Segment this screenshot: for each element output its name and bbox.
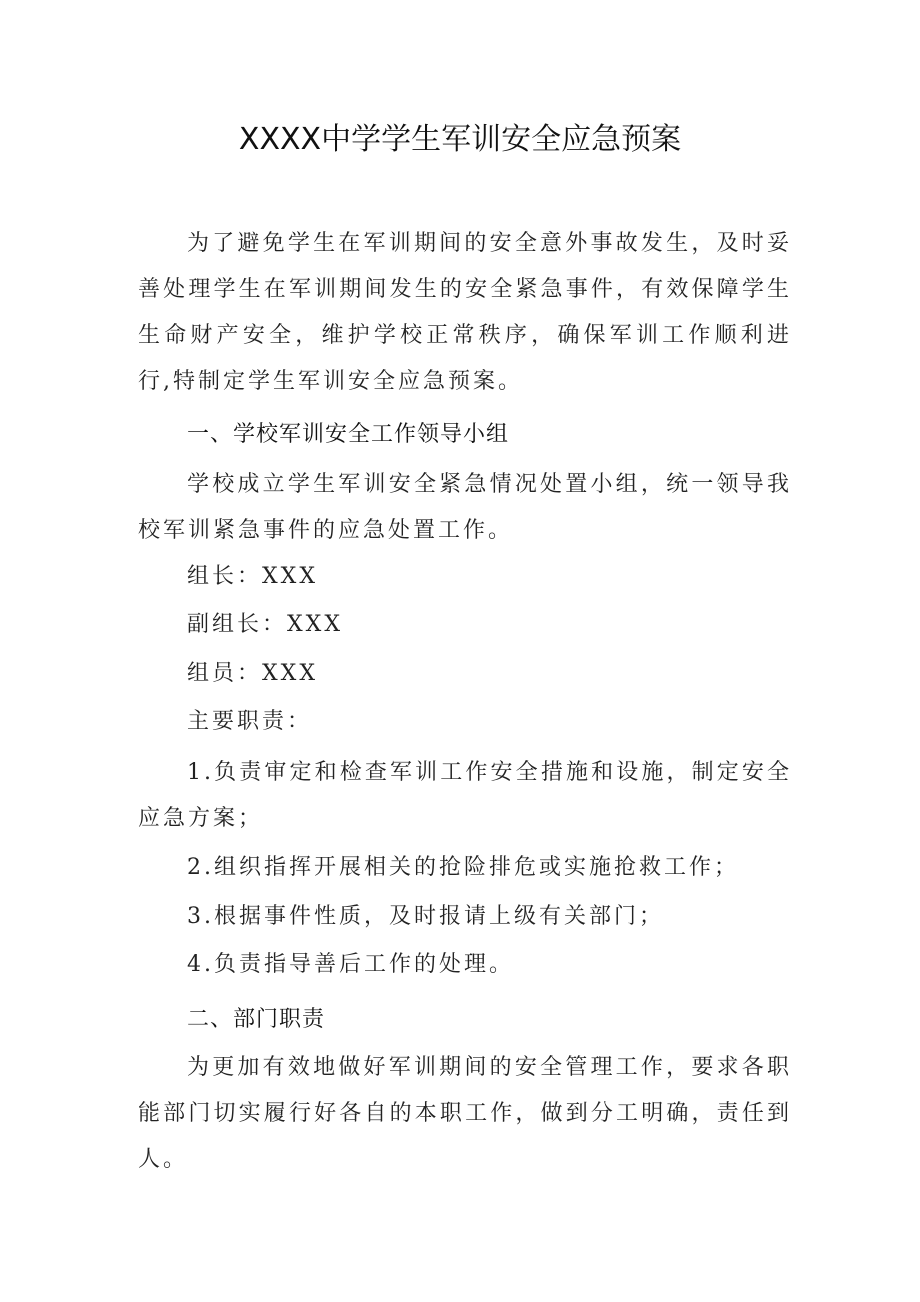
intro-paragraph: 为了避免学生在军训期间的安全意外事故发生，及时妥善处理学生在军训期间发生的安全紧急事件，有效保障学生生命财产安全，维护学校正常秩序，确保军训工作顺利进行,特制定学生军训安全应急预案。 xyxy=(138,231,792,394)
section2-paragraph: 为更加有效地做好军训期间的安全管理工作，要求各职能部门切实履行好各自的本职工作，做到分工明确，责任到人。 xyxy=(138,1055,792,1172)
duty-item-4: 4.负责指导善后工作的处理。 xyxy=(187,952,514,977)
duties-label: 主要职责： xyxy=(187,709,313,734)
leader-line: 组长：XXX xyxy=(187,564,318,589)
duty-item-1: 1.负责审定和检查军训工作安全措施和设施，制定安全应急方案； xyxy=(138,760,792,831)
deputy-leader-line: 副组长：XXX xyxy=(187,612,343,637)
section1-heading: 一、学校军训安全工作领导小组 xyxy=(187,422,510,447)
section1-paragraph: 学校成立学生军训安全紧急情况处置小组，统一领导我校军训紧急事件的应急处置工作。 xyxy=(138,472,792,543)
duty-item-3: 3.根据事件性质，及时报请上级有关部门； xyxy=(187,904,664,929)
document-title: XXXX中学学生军训安全应急预案 xyxy=(238,122,682,157)
members-line: 组员：XXX xyxy=(187,661,318,686)
duty-item-2: 2.组织指挥开展相关的抢险排危或实施抢救工作； xyxy=(187,855,739,880)
section2-heading: 二、部门职责 xyxy=(187,1007,326,1032)
